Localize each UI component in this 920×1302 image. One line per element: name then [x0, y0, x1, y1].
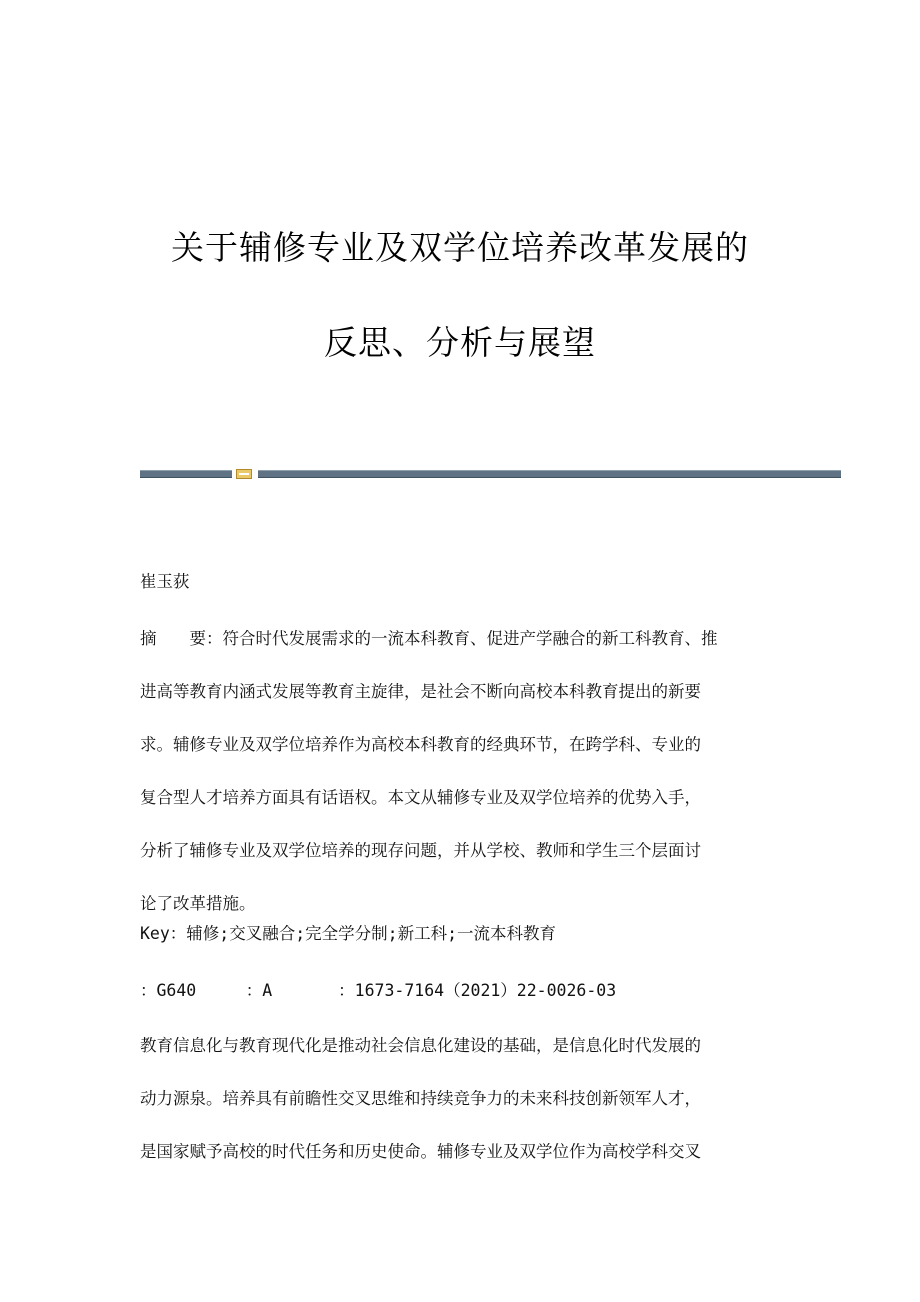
divider-right — [258, 470, 841, 478]
title-line-1: 关于辅修专业及双学位培养改革发展的 — [171, 228, 749, 267]
classification-line: ：G640 ：A ：1673-7164（2021）22-0026-03 — [140, 981, 617, 1000]
abstract-line: 复合型人才培养方面具有话语权。本文从辅修专业及双学位培养的优势入手， — [140, 788, 701, 807]
abstract-line: 分析了辅修专业及双学位培养的现存问题，并从学校、教师和学生三个层面讨 — [140, 841, 701, 860]
divider-left — [140, 470, 232, 478]
title-line-2: 反思、分析与展望 — [324, 323, 596, 362]
abstract-line: 摘 要：符合时代发展需求的一流本科教育、促进产学融合的新工科教育、推 — [140, 629, 718, 648]
abstract-line: 求。辅修专业及双学位培养作为高校本科教育的经典环节，在跨学科、专业的 — [140, 735, 701, 754]
body-line: 是国家赋予高校的时代任务和历史使命。辅修专业及双学位作为高校学科交叉 — [140, 1142, 701, 1161]
abstract-line: 进高等教育内涵式发展等教育主旋律，是社会不断向高校本科教育提出的新要 — [140, 682, 701, 701]
body-line: 教育信息化与教育现代化是推动社会信息化建设的基础，是信息化时代发展的 — [140, 1036, 701, 1055]
body-line: 动力源泉。培养具有前瞻性交叉思维和持续竞争力的未来科技创新领军人才， — [140, 1089, 701, 1108]
divider-ornament-icon — [236, 469, 252, 479]
author-name: 崔玉荻 — [140, 572, 190, 591]
abstract-line: 论了改革措施。 — [140, 894, 256, 913]
keywords: Key：辅修;交叉融合;完全学分制;新工科;一流本科教育 — [140, 924, 557, 943]
